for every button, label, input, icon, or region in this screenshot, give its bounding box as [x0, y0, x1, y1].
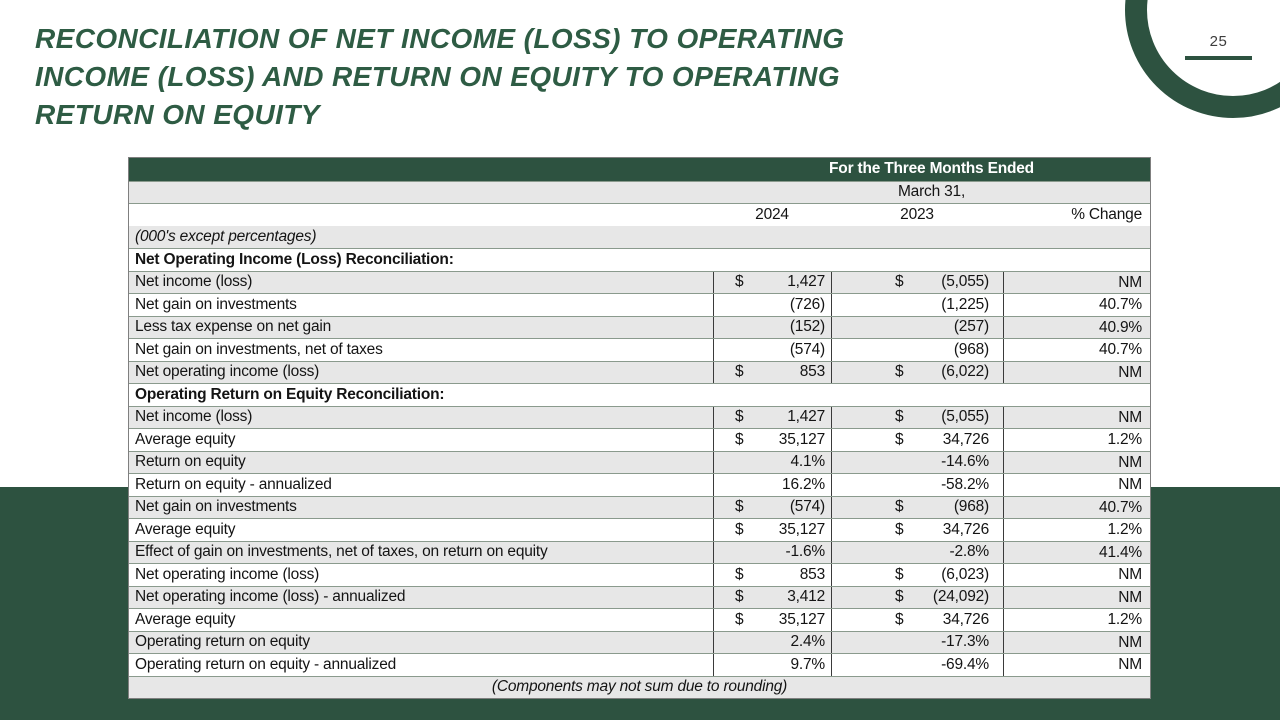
table-row	[129, 248, 1150, 271]
dollar-sign-2023: $	[895, 408, 904, 426]
value-percent-change: NM	[1003, 272, 1150, 294]
dollar-sign-2023: $	[895, 273, 904, 291]
table-row	[129, 586, 1150, 609]
value-percent-change: 41.4%	[1003, 542, 1150, 564]
dollar-sign-2024: $	[735, 610, 744, 628]
value-percent-change: 1.2%	[1003, 519, 1150, 541]
table-row	[129, 428, 1150, 451]
column-header-2024: 2024	[755, 205, 789, 223]
row-label: Net Operating Income (Loss) Reconciliation:	[135, 250, 454, 268]
value-2023: (968)	[953, 340, 989, 358]
value-2024: 35,127	[778, 430, 825, 448]
date-header: March 31,	[897, 183, 966, 201]
value-2024: -1.6%	[785, 543, 825, 561]
spanner-header: For the Three Months Ended	[829, 160, 1034, 178]
dollar-sign-2024: $	[735, 363, 744, 381]
value-2023: (5,055)	[941, 273, 989, 291]
row-label: Effect of gain on investments, net of taxes, on return on equity	[135, 543, 548, 561]
value-2024-cell	[713, 272, 831, 294]
value-2024: 853	[799, 363, 825, 381]
value-2023: -17.3%	[941, 633, 989, 651]
value-2023-cell	[831, 474, 1003, 496]
value-percent-change: NM	[1003, 362, 1150, 384]
value-2024: 35,127	[778, 610, 825, 628]
value-2023: (5,055)	[941, 408, 989, 426]
dollar-sign-2023: $	[895, 565, 904, 583]
value-2024-cell	[713, 452, 831, 474]
value-2024: 35,127	[778, 520, 825, 538]
value-2024: 1,427	[787, 273, 825, 291]
value-2024-cell	[713, 317, 831, 339]
table-row	[129, 271, 1150, 294]
value-2023: 34,726	[942, 610, 989, 628]
dollar-sign-2023: $	[895, 363, 904, 381]
dollar-sign-2024: $	[735, 273, 744, 291]
table-column-headers-row	[129, 203, 1150, 226]
value-percent-change: 40.9%	[1003, 317, 1150, 339]
dollar-sign-2024: $	[735, 520, 744, 538]
value-percent-change: NM	[1003, 474, 1150, 496]
table-row	[129, 473, 1150, 496]
value-2023: (968)	[953, 498, 989, 516]
table-row	[129, 451, 1150, 474]
value-percent-change: 1.2%	[1003, 609, 1150, 631]
table-header-date-row	[129, 181, 1150, 204]
value-2023-cell	[831, 609, 1003, 631]
value-percent-change: NM	[1003, 452, 1150, 474]
value-2024-cell	[713, 609, 831, 631]
value-2024-cell	[713, 429, 831, 451]
value-2024: (574)	[789, 498, 825, 516]
value-2023: (6,022)	[941, 363, 989, 381]
dollar-sign-2023: $	[895, 430, 904, 448]
slide-title-line-2: INCOME (LOSS) AND RETURN ON EQUITY TO OPERATING	[35, 61, 840, 92]
dollar-sign-2024: $	[735, 498, 744, 516]
value-2023-cell	[831, 542, 1003, 564]
row-label: Average equity	[135, 430, 236, 448]
value-percent-change: NM	[1003, 564, 1150, 586]
row-label: Net income (loss)	[135, 273, 253, 291]
value-2023-cell	[831, 632, 1003, 654]
row-label: Net income (loss)	[135, 408, 253, 426]
dollar-sign-2023: $	[895, 520, 904, 538]
dollar-sign-2024: $	[735, 408, 744, 426]
row-label: Net operating income (loss) - annualized	[135, 588, 406, 606]
row-label: Operating Return on Equity Reconciliation:	[135, 385, 445, 403]
value-2023: (1,225)	[941, 295, 989, 313]
row-label: Operating return on equity - annualized	[135, 655, 397, 673]
value-2023-cell	[831, 429, 1003, 451]
row-label: Average equity	[135, 520, 236, 538]
value-2024-cell	[713, 654, 831, 676]
table-row	[129, 518, 1150, 541]
value-percent-change: NM	[1003, 654, 1150, 676]
dollar-sign-2024: $	[735, 430, 744, 448]
value-2023: -2.8%	[949, 543, 989, 561]
value-2023: 34,726	[942, 520, 989, 538]
value-2023-cell	[831, 497, 1003, 519]
value-2024: 4.1%	[790, 453, 825, 471]
slide-title-line-3: RETURN ON EQUITY	[35, 99, 320, 130]
row-label: Net gain on investments	[135, 295, 297, 313]
value-2024-cell	[713, 474, 831, 496]
table-row	[129, 631, 1150, 654]
value-2023-cell	[831, 317, 1003, 339]
row-label: Average equity	[135, 610, 236, 628]
table-header-spanner-row	[129, 158, 1150, 181]
value-2024-cell	[713, 542, 831, 564]
table-row	[129, 293, 1150, 316]
value-2023-cell	[831, 362, 1003, 384]
slide-title	[35, 20, 1025, 134]
value-percent-change: 40.7%	[1003, 339, 1150, 361]
page-number: 25	[1209, 33, 1228, 50]
value-2024-cell	[713, 339, 831, 361]
value-2023-cell	[831, 407, 1003, 429]
value-2023-cell	[831, 272, 1003, 294]
table-row	[129, 653, 1150, 676]
table-row	[129, 316, 1150, 339]
value-2023-cell	[831, 294, 1003, 316]
value-2023: (24,092)	[932, 588, 989, 606]
row-label: Net operating income (loss)	[135, 363, 320, 381]
table-row	[129, 406, 1150, 429]
table-row	[129, 383, 1150, 406]
slide-title-line-1: RECONCILIATION OF NET INCOME (LOSS) TO OPERATING	[35, 23, 845, 54]
value-2023-cell	[831, 564, 1003, 586]
row-label: Net gain on investments	[135, 498, 297, 516]
value-percent-change: NM	[1003, 407, 1150, 429]
value-percent-change: NM	[1003, 587, 1150, 609]
value-2024: (574)	[789, 340, 825, 358]
table-row	[129, 338, 1150, 361]
dollar-sign-2023: $	[895, 588, 904, 606]
page-number-underline	[1185, 56, 1252, 60]
row-label: Less tax expense on net gain	[135, 318, 332, 336]
row-label: Return on equity - annualized	[135, 475, 332, 493]
value-2024-cell	[713, 564, 831, 586]
value-2023: 34,726	[942, 430, 989, 448]
table-row	[129, 541, 1150, 564]
value-2023: -69.4%	[941, 655, 989, 673]
value-2024-cell	[713, 497, 831, 519]
value-2024-cell	[713, 519, 831, 541]
table-row	[129, 361, 1150, 384]
value-2024: (726)	[789, 295, 825, 313]
dollar-sign-2023: $	[895, 498, 904, 516]
reconciliation-table	[128, 157, 1151, 699]
row-label: Operating return on equity	[135, 633, 310, 651]
table-row	[129, 226, 1150, 249]
value-2024-cell	[713, 407, 831, 429]
value-2024: 1,427	[787, 408, 825, 426]
value-percent-change: 40.7%	[1003, 497, 1150, 519]
value-2024-cell	[713, 294, 831, 316]
value-2024: 3,412	[787, 588, 825, 606]
value-percent-change: 40.7%	[1003, 294, 1150, 316]
value-2024: 853	[799, 565, 825, 583]
value-2024-cell	[713, 632, 831, 654]
table-row	[129, 496, 1150, 519]
dollar-sign-2023: $	[895, 610, 904, 628]
value-2023: -14.6%	[941, 453, 989, 471]
value-2023-cell	[831, 519, 1003, 541]
row-label: Return on equity	[135, 453, 246, 471]
table-row	[129, 563, 1150, 586]
row-label: Net operating income (loss)	[135, 565, 320, 583]
table-footer-row	[129, 676, 1150, 699]
value-2023-cell	[831, 654, 1003, 676]
value-2024-cell	[713, 362, 831, 384]
value-2023: (6,023)	[941, 565, 989, 583]
dollar-sign-2024: $	[735, 565, 744, 583]
value-percent-change: NM	[1003, 632, 1150, 654]
table-body	[129, 226, 1150, 676]
value-2024: 2.4%	[790, 633, 825, 651]
value-2024: 16.2%	[782, 475, 825, 493]
value-2023-cell	[831, 587, 1003, 609]
rounding-note: (Components may not sum due to rounding)	[491, 678, 788, 696]
column-header-2023: 2023	[900, 205, 934, 223]
value-percent-change: 1.2%	[1003, 429, 1150, 451]
dollar-sign-2024: $	[735, 588, 744, 606]
value-2023: -58.2%	[941, 475, 989, 493]
value-2024-cell	[713, 587, 831, 609]
row-label: (000's except percentages)	[135, 227, 317, 245]
row-label: Net gain on investments, net of taxes	[135, 340, 383, 358]
table-row	[129, 608, 1150, 631]
value-2023-cell	[831, 339, 1003, 361]
value-2023: (257)	[953, 318, 989, 336]
value-2023-cell	[831, 452, 1003, 474]
value-2024: 9.7%	[790, 655, 825, 673]
column-header-change: % Change	[1071, 205, 1142, 223]
value-2024: (152)	[789, 318, 825, 336]
